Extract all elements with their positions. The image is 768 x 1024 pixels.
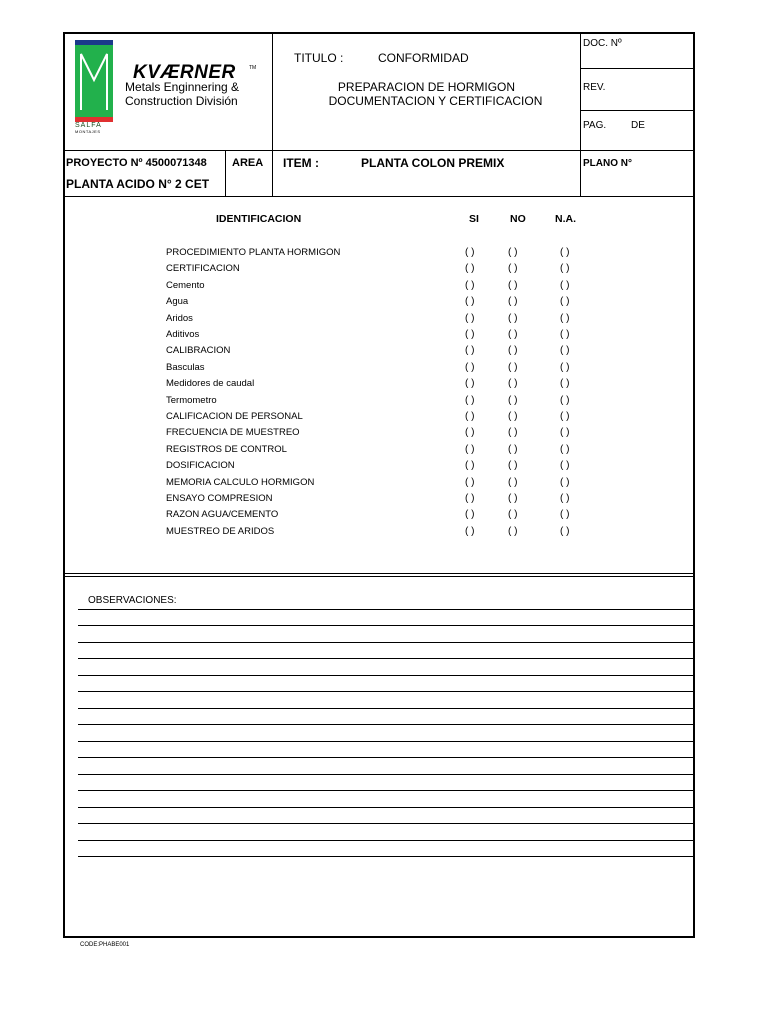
company-trademark: TM	[249, 65, 257, 71]
checkbox-na[interactable]: ( )	[560, 493, 570, 504]
area-label: AREA	[232, 157, 264, 169]
checkbox-na[interactable]: ( )	[560, 378, 570, 390]
checklist-item-label: CALIBRACION	[166, 345, 231, 357]
checkbox-si[interactable]: ( )	[465, 329, 475, 340]
observation-line[interactable]	[78, 823, 694, 824]
checkbox-si[interactable]: ( )	[465, 411, 475, 422]
observation-line[interactable]	[78, 625, 694, 626]
checklist-item-label: MEMORIA CALCULO HORMIGON	[166, 476, 315, 488]
checkbox-si[interactable]: ( )	[465, 312, 475, 324]
company-name: KVÆRNER	[133, 62, 236, 83]
checkbox-no[interactable]: ( )	[508, 296, 518, 308]
checkbox-si[interactable]: ( )	[465, 378, 475, 390]
checklist-item-label: REGISTROS DE CONTROL	[166, 443, 287, 455]
titulo-value: CONFORMIDAD	[378, 51, 469, 65]
rev-pag-divider	[580, 110, 694, 111]
observation-line[interactable]	[78, 691, 694, 692]
observation-line[interactable]	[78, 774, 694, 775]
observation-line[interactable]	[78, 840, 694, 841]
checkbox-na[interactable]: ( )	[560, 279, 570, 291]
doc-rev-divider	[580, 68, 694, 69]
checkbox-si[interactable]: ( )	[465, 493, 475, 504]
item-value: PLANTA COLON PREMIX	[361, 156, 505, 170]
item-label: ITEM :	[283, 156, 319, 170]
checkbox-no[interactable]: ( )	[508, 394, 518, 406]
checkbox-no[interactable]: ( )	[508, 312, 518, 324]
checkbox-no[interactable]: ( )	[508, 427, 518, 439]
plano-label: PLANO N°	[583, 158, 632, 169]
checkbox-si[interactable]: ( )	[465, 476, 475, 488]
checkbox-si[interactable]: ( )	[465, 247, 475, 258]
subtitle-line-2: DOCUMENTACION Y CERTIFICACION	[328, 94, 543, 108]
page-label: PAG.	[583, 120, 607, 131]
logo-salfa-text: SALFA	[75, 122, 102, 129]
checkbox-no[interactable]: ( )	[508, 493, 518, 504]
checkbox-na[interactable]: ( )	[560, 361, 570, 373]
footer-code: CODE:PHABE001	[80, 942, 130, 948]
checkbox-si[interactable]: ( )	[465, 443, 475, 455]
checkbox-no[interactable]: ( )	[508, 263, 518, 275]
checkbox-si[interactable]: ( )	[465, 345, 475, 357]
checkbox-na[interactable]: ( )	[560, 394, 570, 406]
column-si: SI	[469, 213, 479, 225]
checkbox-no[interactable]: ( )	[508, 411, 518, 422]
checkbox-na[interactable]: ( )	[560, 312, 570, 324]
checklist-item-label: PROCEDIMIENTO PLANTA HORMIGON	[166, 247, 341, 258]
checkbox-na[interactable]: ( )	[560, 263, 570, 275]
checkbox-na[interactable]: ( )	[560, 247, 570, 258]
checklist-item-label: MUESTREO DE ARIDOS	[166, 525, 275, 537]
titulo-label: TITULO :	[294, 51, 344, 65]
column-no: NO	[510, 213, 526, 225]
checkbox-si[interactable]: ( )	[465, 279, 475, 291]
checkbox-na[interactable]: ( )	[560, 443, 570, 455]
division-line-1: Metals Enginnering &	[125, 80, 240, 94]
checkbox-no[interactable]: ( )	[508, 460, 518, 472]
checkbox-na[interactable]: ( )	[560, 345, 570, 357]
checklist-item-label: ENSAYO COMPRESION	[166, 493, 273, 504]
checklist-item-label: Aridos	[166, 312, 193, 324]
observation-line[interactable]	[78, 856, 694, 857]
subtitle-line-1: PREPARACION DE HORMIGON	[337, 80, 516, 94]
checkbox-na[interactable]: ( )	[560, 509, 570, 521]
observation-line[interactable]	[78, 807, 694, 808]
identificacion-heading: IDENTIFICACION	[216, 213, 302, 225]
project-divider-2	[272, 150, 273, 196]
plant-name: PLANTA ACIDO N° 2 CET	[66, 177, 210, 191]
checkbox-no[interactable]: ( )	[508, 525, 518, 537]
observation-line[interactable]	[78, 609, 694, 610]
checklist-item-label: FRECUENCIA DE MUESTREO	[166, 427, 300, 439]
observation-line[interactable]	[78, 658, 694, 659]
doc-number-label: DOC. Nº	[583, 38, 622, 49]
page-of-label: DE	[631, 120, 645, 131]
salfa-logo-icon	[75, 40, 113, 122]
observation-line[interactable]	[78, 790, 694, 791]
section-separator-bottom	[64, 576, 694, 577]
checklist-item-label: CERTIFICACION	[166, 263, 240, 275]
observation-line[interactable]	[78, 642, 694, 643]
project-divider-1	[225, 150, 226, 196]
checkbox-no[interactable]: ( )	[508, 361, 518, 373]
project-bottom-line	[64, 196, 694, 197]
checkbox-no[interactable]: ( )	[508, 329, 518, 340]
checklist-item-label: Cemento	[166, 279, 205, 291]
observation-line[interactable]	[78, 741, 694, 742]
checkbox-si[interactable]: ( )	[465, 509, 475, 521]
logo-montajes-text: MONTAJES	[75, 129, 101, 134]
observation-line[interactable]	[78, 708, 694, 709]
header-bottom-line	[64, 150, 694, 151]
observation-line[interactable]	[78, 757, 694, 758]
checklist-item-label: RAZON AGUA/CEMENTO	[166, 509, 279, 521]
checkbox-na[interactable]: ( )	[560, 476, 570, 488]
checkbox-na[interactable]: ( )	[560, 427, 570, 439]
checklist-item-label: CALIFICACION DE PERSONAL	[166, 411, 303, 422]
checkbox-no[interactable]: ( )	[508, 279, 518, 291]
header-divider-2	[580, 33, 581, 196]
checkbox-si[interactable]: ( )	[465, 460, 475, 472]
checkbox-si[interactable]: ( )	[465, 296, 475, 308]
checkbox-si[interactable]: ( )	[465, 525, 475, 537]
checkbox-si[interactable]: ( )	[465, 263, 475, 275]
project-number: PROYECTO Nº 4500071348	[66, 157, 207, 169]
checkbox-no[interactable]: ( )	[508, 247, 518, 258]
checklist-item-label: Medidores de caudal	[166, 378, 255, 390]
division-line-2: Construction División	[125, 94, 238, 108]
checkbox-no[interactable]: ( )	[508, 476, 518, 488]
rev-label: REV.	[583, 82, 606, 93]
checklist-item-label: DOSIFICACION	[166, 460, 235, 472]
checkbox-no[interactable]: ( )	[508, 509, 518, 521]
checkbox-na[interactable]: ( )	[560, 525, 570, 537]
checklist-item-label: Termometro	[166, 394, 217, 406]
checklist-item-label: Aditivos	[166, 329, 200, 340]
observation-line[interactable]	[78, 724, 694, 725]
checkbox-no[interactable]: ( )	[508, 443, 518, 455]
checkbox-si[interactable]: ( )	[465, 394, 475, 406]
section-separator-top	[64, 573, 694, 574]
checkbox-si[interactable]: ( )	[465, 361, 475, 373]
observation-line[interactable]	[78, 675, 694, 676]
checkbox-na[interactable]: ( )	[560, 411, 570, 422]
checkbox-na[interactable]: ( )	[560, 460, 570, 472]
column-na: N.A.	[555, 213, 576, 225]
checkbox-na[interactable]: ( )	[560, 329, 570, 340]
checkbox-si[interactable]: ( )	[465, 427, 475, 439]
checkbox-na[interactable]: ( )	[560, 296, 570, 308]
checklist-item-label: Basculas	[166, 361, 205, 373]
checklist-item-label: Agua	[166, 296, 189, 308]
observaciones-label: OBSERVACIONES:	[88, 595, 177, 606]
checkbox-no[interactable]: ( )	[508, 378, 518, 390]
checkbox-no[interactable]: ( )	[508, 345, 518, 357]
